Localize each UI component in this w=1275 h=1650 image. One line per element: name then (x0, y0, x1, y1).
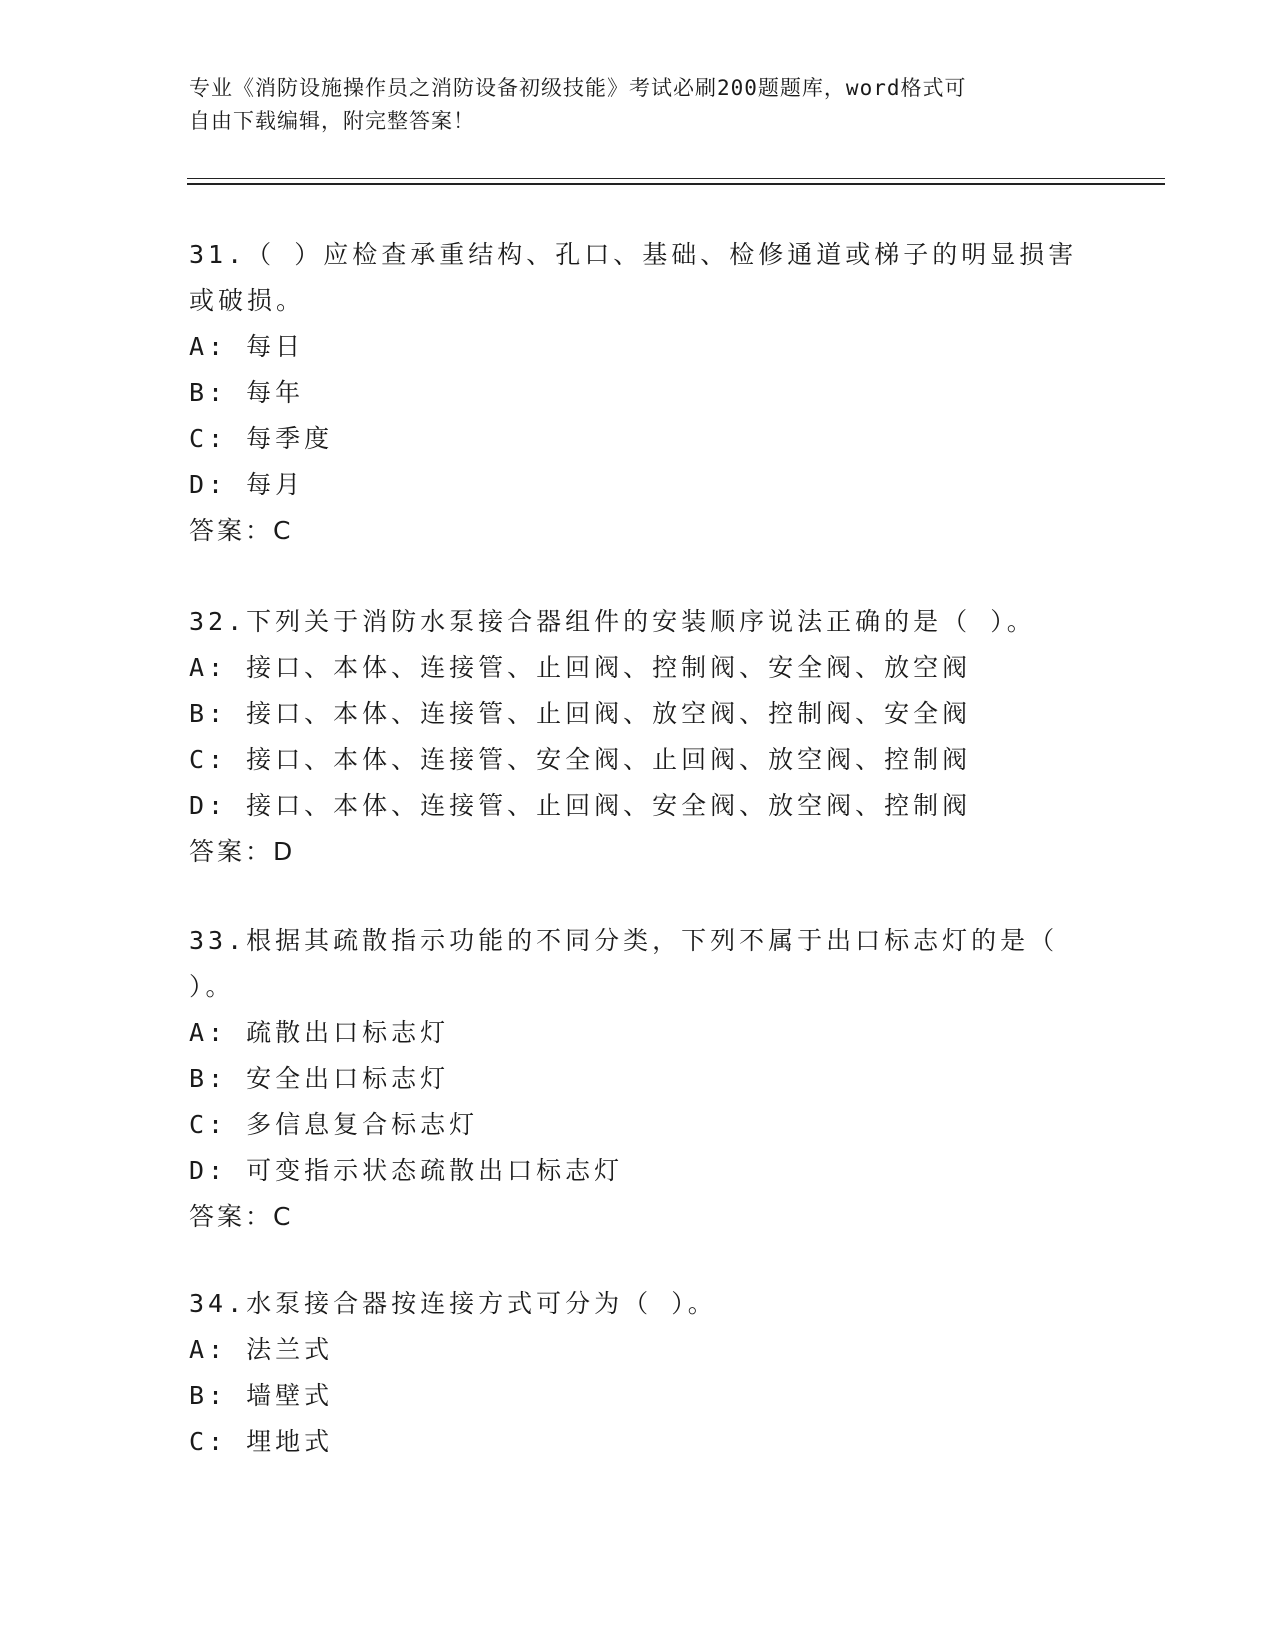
question-31 (189, 232, 1089, 554)
answer: 答案：D (189, 837, 296, 866)
option-a: A: 法兰式 (189, 1335, 334, 1364)
option-c: C: 多信息复合标志灯 (189, 1110, 479, 1139)
option-b: B: 安全出口标志灯 (189, 1064, 450, 1093)
question-stem-line-2: 或破损。 (189, 286, 306, 315)
option-d: D: 可变指示状态疏散出口标志灯 (189, 1156, 624, 1185)
option-d: D: 接口、本体、连接管、止回阀、安全阀、放空阀、控制阀 (189, 791, 972, 820)
question-stem-line-1: 33.根据其疏散指示功能的不同分类，下列不属于出口标志灯的是（ (189, 926, 1059, 955)
option-b: B: 接口、本体、连接管、止回阀、放空阀、控制阀、安全阀 (189, 699, 972, 728)
question-34 (189, 1281, 1089, 1465)
header-line-2: 自由下载编辑，附完整答案！ (189, 109, 475, 133)
option-a: A: 每日 (189, 332, 305, 361)
document-header (189, 72, 1069, 138)
header-divider-thick (187, 183, 1165, 185)
question-stem-line-1: 34.水泵接合器按连接方式可分为（ ）。 (189, 1289, 717, 1318)
answer: 答案：C (189, 516, 294, 545)
question-32 (189, 599, 1089, 875)
option-d: D: 每月 (189, 470, 305, 499)
header-line-1: 专业《消防设施操作员之消防设备初级技能》考试必刷200题题库，word格式可 (189, 76, 967, 100)
option-c: C: 接口、本体、连接管、安全阀、止回阀、放空阀、控制阀 (189, 745, 972, 774)
header-divider-thin (187, 178, 1165, 179)
option-a: A: 疏散出口标志灯 (189, 1018, 450, 1047)
option-c: C: 每季度 (189, 424, 334, 453)
option-a: A: 接口、本体、连接管、止回阀、控制阀、安全阀、放空阀 (189, 653, 972, 682)
option-b: B: 墙壁式 (189, 1381, 334, 1410)
question-33 (189, 918, 1089, 1240)
question-stem-line-1: 31.（ ）应检查承重结构、孔口、基础、检修通道或梯子的明显损害 (189, 240, 1078, 269)
answer: 答案：C (189, 1202, 294, 1231)
option-c: C: 埋地式 (189, 1427, 334, 1456)
question-stem-line-1: 32.下列关于消防水泵接合器组件的安装顺序说法正确的是（ ）。 (189, 607, 1036, 636)
option-b: B: 每年 (189, 378, 305, 407)
question-stem-line-2: ）。 (189, 972, 235, 1001)
